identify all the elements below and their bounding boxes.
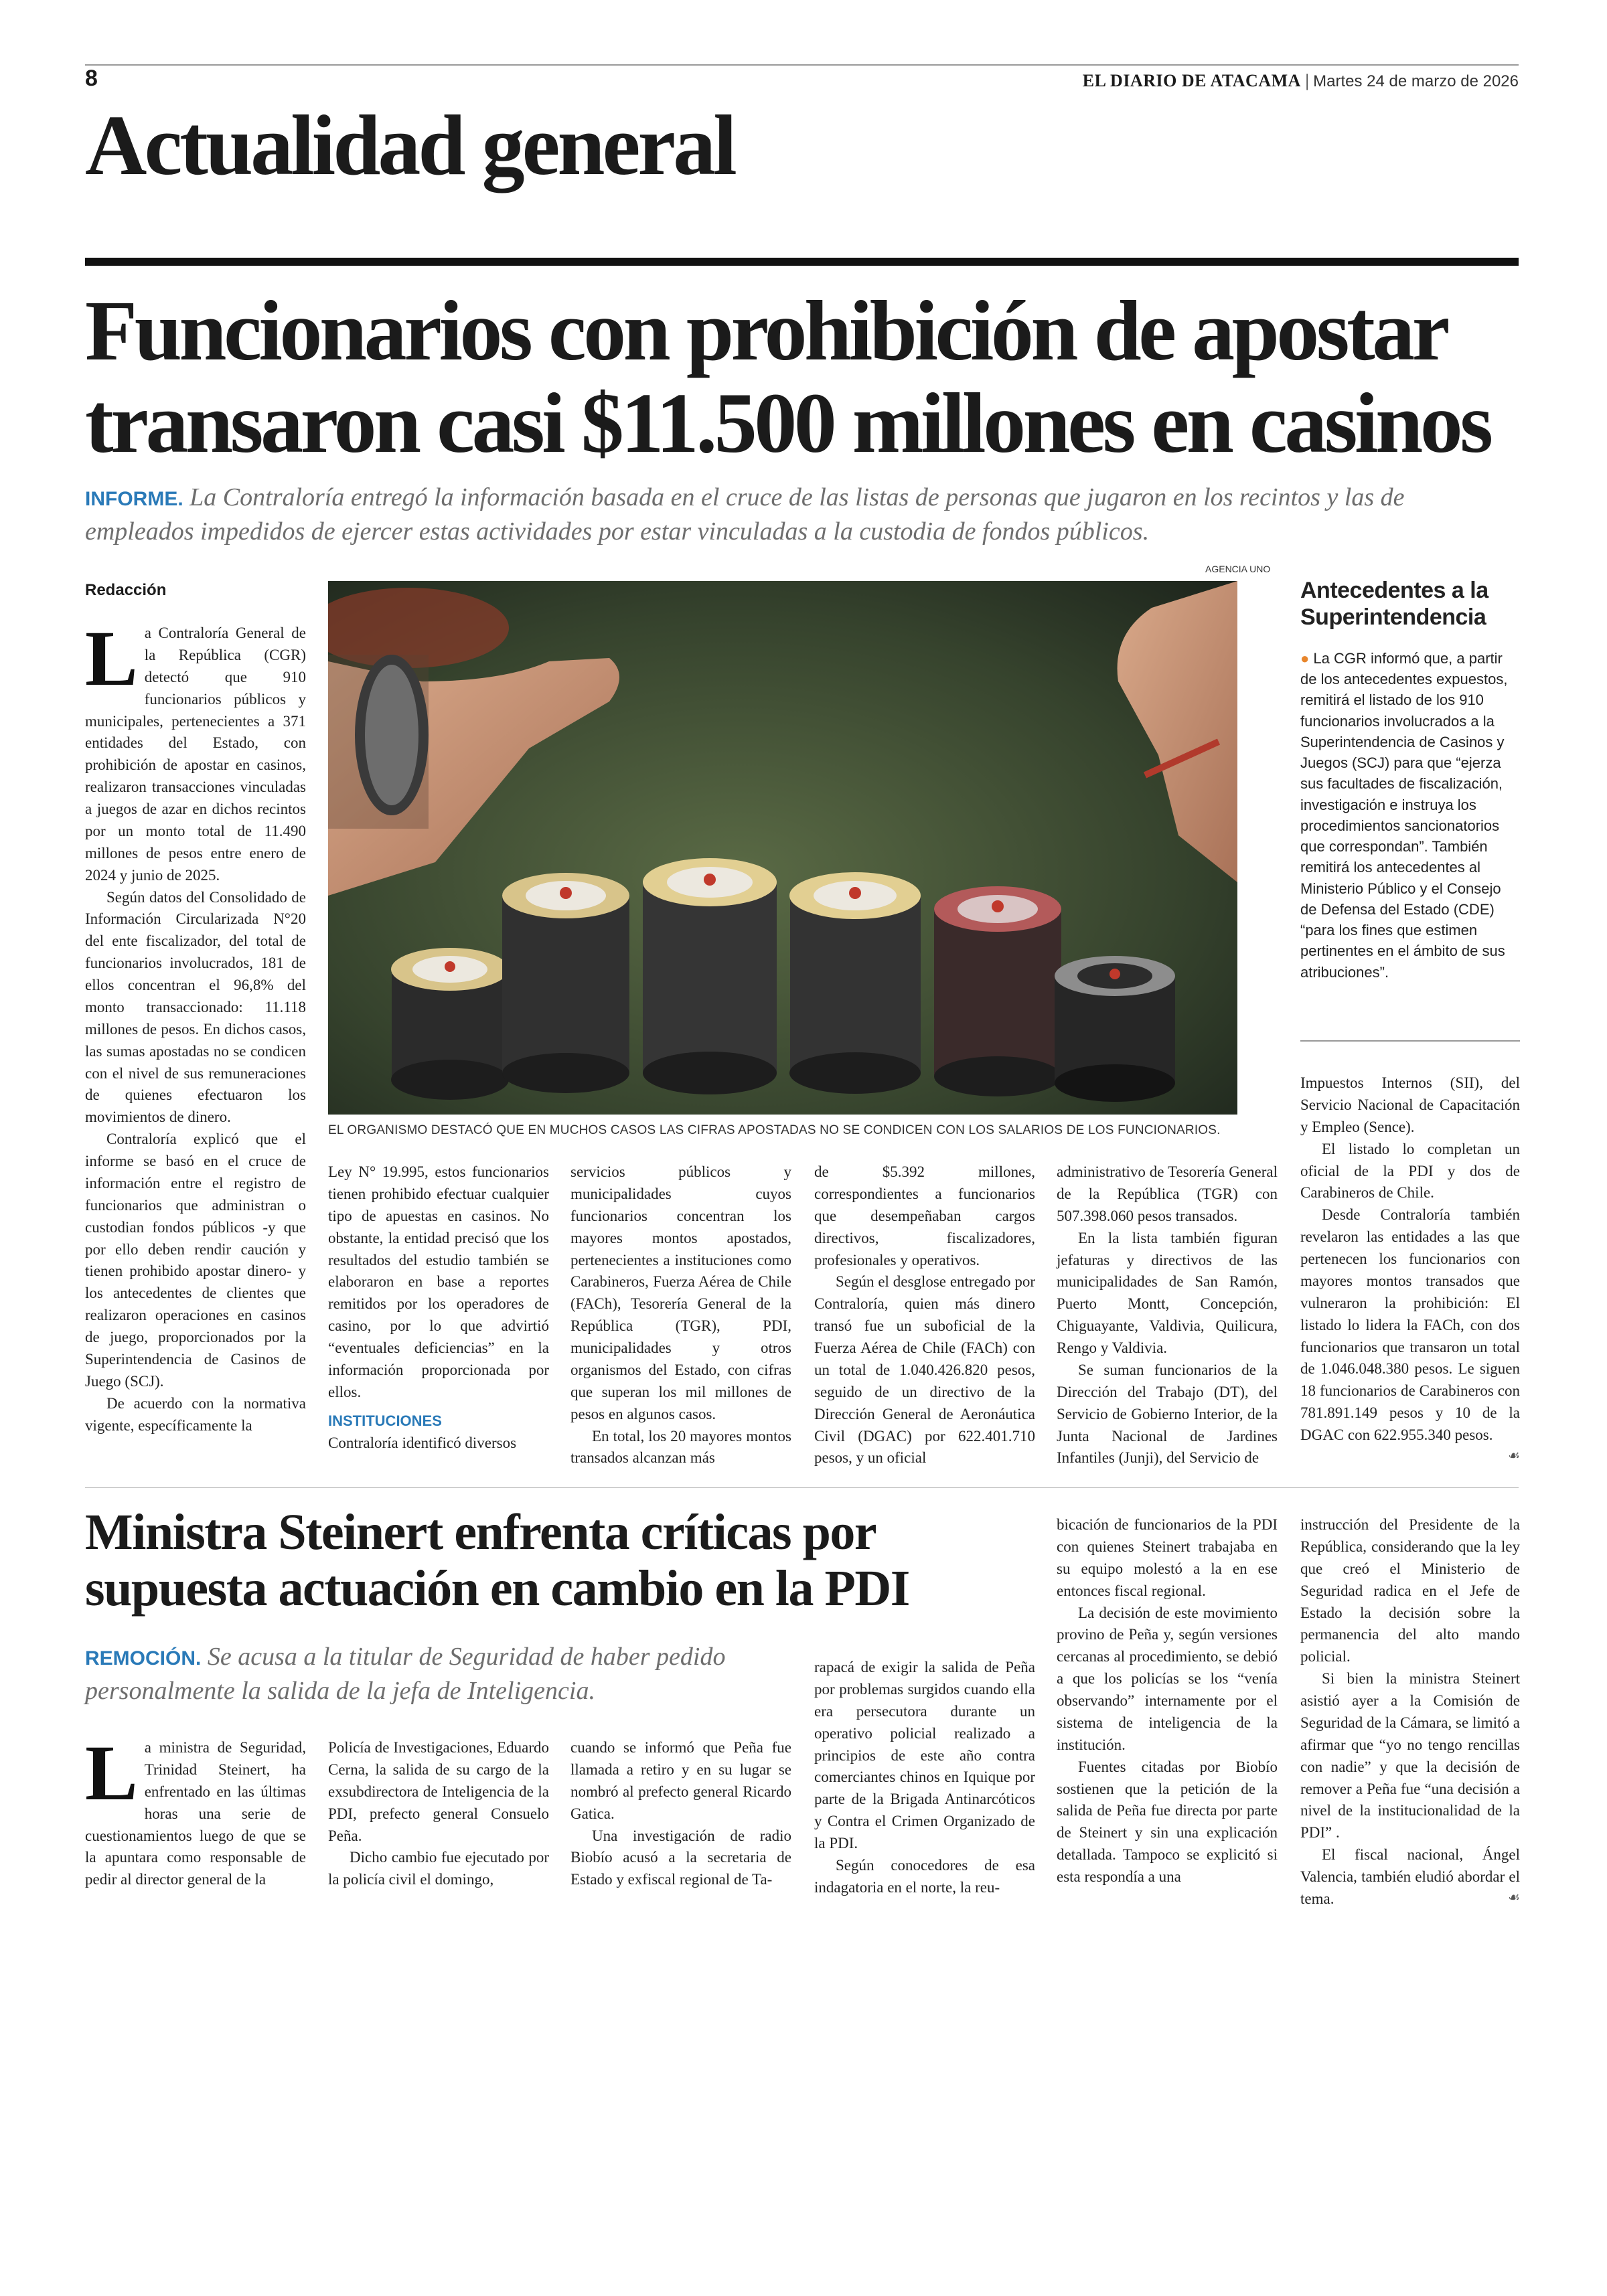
article1-headline-line2: transaron casi $11.500 millones en casinos (85, 376, 1490, 471)
subhead-instituciones: INSTITUCIONES (328, 1412, 442, 1429)
article1-column-4 (814, 1161, 1035, 1469)
paragraph: instrucción del Presidente de la República, considerando que la ley que creó el Ministerio de Seguridad radica en el Jefe de Estado la decisión sobre la permanencia del alto mando policial. (1300, 1516, 1520, 1665)
article2-column-3 (570, 1737, 791, 1891)
paragraph: administrativo de Tesorería General de la República (TGR) con 507.398.060 pesos transados. (1057, 1163, 1278, 1224)
paragraph: Fuentes citadas por Biobío sostienen que la petición de la salida de Peña fue directa por parte de Steinert y sin una explicación detallada. Tampoco se explicitó si esta respondía a una (1057, 1758, 1278, 1885)
paragraph: de $5.392 millones, correspondientes a funcionarios que desempeñaban cargos directivos, fiscalizadores, profesionales y operativos. (814, 1163, 1035, 1268)
article1-deck (85, 481, 1518, 549)
paragraph: Según conocedores de esa indagatoria en el norte, la reu- (814, 1856, 1035, 1896)
article2-headline-line2: supuesta actuación en cambio en la PDI (85, 1560, 909, 1617)
paragraph: La decisión de este movimiento provino de Peña y, según versiones cercanas al procedimiento, se debió a que los policías se los “venía observando” internamente por el sistema de inteligencia de la institución. (1057, 1604, 1278, 1753)
sidebar-rule (1300, 1040, 1520, 1042)
article-separator (85, 1487, 1519, 1488)
paragraph: cuando se informó que Peña fue llamada a retiro y en su lugar se nombró al prefecto general Ricardo Gatica. (570, 1739, 791, 1822)
masthead (1083, 71, 1519, 91)
dropcap: L (85, 1729, 138, 1817)
paragraph: Según datos del Consolidado de Información Circularizada N°20 del ente fiscalizador, del total de funcionarios involucrados, 181 de ellos concentran el 96,8% del monto transaccionado: 11.118 millones de pesos. En dichos casos, las sumas apostadas no se condicen con el nivel de sus remuneraciones de quienes efectuaron los movimientos de dinero. (85, 888, 306, 1126)
paragraph-text: Desde Contraloría también revelaron las entidades a las que pertenecen los funcionarios con mayores montos transados que vulneraron la prohibición: El listado lo lidera la FACh, con dos funcionarios que transaron un total de 1.046.048.380 pesos. Le siguen 18 funcionarios de Carabineros con 781.891.149 pesos y 10 de la DGAC con 622.955.340 pesos. (1300, 1206, 1520, 1443)
paragraph: bicación de funcionarios de la PDI con quienes Steinert trabajaba en su equipo molestó a la en ese entonces fiscal regional. (1057, 1516, 1278, 1599)
article2-kicker: REMOCIÓN. (85, 1647, 202, 1669)
paragraph: El listado lo completan un oficial de la PDI y dos de Carabineros de Chile. (1300, 1140, 1520, 1202)
paragraph: En total, los 20 mayores montos transados alcanzan más (570, 1427, 791, 1467)
end-mark-icon: ☙ (1508, 1448, 1520, 1463)
article1-column-6 (1300, 1072, 1520, 1465)
paragraph: Contraloría identificó diversos (328, 1434, 517, 1452)
chip-stack-4 (789, 872, 921, 1094)
byline: Redacción (85, 581, 167, 599)
article2-column-1 (85, 1729, 306, 1891)
paragraph: En la lista también figuran jefaturas y directivos de las municipalidades de San Ramón, Puerto Montt, Concepción, Chiguayante, Valdivia, Quilicura, Rengo y Valdivia. (1057, 1229, 1278, 1356)
paragraph: Si bien la ministra Steinert asistió ayer a la Comisión de Seguridad de la Cámara, se limitó a afirmar que “yo no tengo rencillas con nadie” y que la decisión de remover a Peña fue “una decisión a nivel de la institucionalidad de la PDI” . (1300, 1670, 1520, 1841)
section-title: Actualidad general (85, 98, 735, 193)
article2-column-2 (328, 1737, 549, 1891)
end-mark-icon: ☙ (1508, 1890, 1520, 1905)
dropcap: L (85, 614, 138, 702)
article2-deck (85, 1640, 788, 1708)
masthead-separator: | (1305, 71, 1309, 90)
article2-column-5 (1057, 1514, 1278, 1888)
article1-headline (85, 284, 1525, 469)
photo-caption: EL ORGANISMO DESTACÓ QUE EN MUCHOS CASOS LAS CIFRAS APOSTADAS NO SE CONDICEN CON LOS SALARIOS DE LOS FUNCIONARIOS. (328, 1123, 1221, 1137)
article2-headline-line1: Ministra Steinert enfrenta críticas por (85, 1504, 876, 1560)
photo-credit: AGENCIA UNO (1205, 564, 1271, 574)
paragraph: Se suman funcionarios de la Dirección del Trabajo (DT), del Servicio de Gobierno Interior, de la Junta Nacional de Jardines Infantiles (Junji), del Servicio de (1057, 1361, 1278, 1467)
paragraph: a Contraloría General de la República (CGR) detectó que 910 funcionarios públicos y municipales, pertenecientes a 371 entidades del Estado, con prohibición de apostar en casinos, realizaron transacciones vinculadas a juegos de azar en dichos recintos por un monto total de 11.490 millones de pesos entre enero de 2024 y junio de 2025. (85, 625, 306, 884)
paragraph-text: El fiscal nacional, Ángel Valencia, también eludió abordar el tema. (1300, 1846, 1520, 1907)
paragraph (1300, 1204, 1520, 1463)
top-rule (85, 64, 1519, 66)
chip-stack-6 (1055, 956, 1175, 1102)
paragraph: Policía de Investigaciones, Eduardo Cerna, la salida de su cargo de la exsubdirectora de Inteligencia de la PDI, prefecto general Consuelo Peña. (328, 1739, 549, 1844)
paragraph: De acuerdo con la normativa vigente, específicamente la (85, 1394, 306, 1434)
chip-stack-1 (391, 948, 509, 1100)
article1-deck-text: La Contraloría entregó la información basada en el cruce de las listas de personas que jugaron en los recintos y las de empleados impedidos de ejercer estas actividades por estar vinculadas a la custodia de fondos públicos. (85, 483, 1405, 546)
newspaper-name: EL DIARIO DE ATACAMA (1082, 71, 1301, 90)
chip-stack-5 (934, 886, 1061, 1096)
paragraph: Dicho cambio fue ejecutado por la policía civil el domingo, (328, 1849, 549, 1888)
paragraph: Una investigación de radio Biobío acusó a la secretaria de Estado y exfiscal regional de Ta- (570, 1827, 791, 1888)
photo-illustration (328, 581, 1237, 1115)
chip-stack-3 (643, 858, 777, 1094)
sidebar-title: Antecedentes a la Superintendencia (1300, 578, 1488, 631)
article2-column-4 (814, 1657, 1035, 1899)
issue-date: Martes 24 de marzo de 2026 (1313, 72, 1519, 90)
article1-column-1 (85, 614, 306, 1437)
article2-column-6 (1300, 1514, 1520, 1910)
bullet-icon: ● (1300, 650, 1310, 667)
paragraph: Según el desglose entregado por Contraloría, quien más dinero transó fue un suboficial de la Fuerza Aérea de Chile (FACh) con un total de 1.040.426.820 pesos, seguido de un directivo de la Dirección General de Aeronáutica Civil (DGAC) por 622.401.710 pesos, y un oficial (814, 1273, 1035, 1467)
article2-deck-text: Se acusa a la titular de Seguridad de haber pedido personalmente la salida de la jefa de Inteligencia. (85, 1643, 726, 1705)
article2-headline (85, 1505, 1043, 1617)
paragraph: Contraloría explicó que el informe se basó en el cruce de información entre el registro de funcionarios que administran o custodian fondos públicos -y que por ello deben rendir caución y tienen prohibido apostar dinero- y los antecedentes de clientes que realizaron operaciones en casinos de juego, proporcionados por la Superintendencia de Casinos de Juego (SCJ). (85, 1131, 306, 1390)
paragraph: servicios públicos y municipalidades cuyos funcionarios concentran los mayores montos apostados, pertenecientes a instituciones como Carabineros, Fuerza Aérea de Chile (FACh), Tesorería General de la República (TGR), PDI, municipalidades y otros organismos del Estado, con cifras que superan los mil millones de pesos en algunos casos. (570, 1163, 791, 1422)
paragraph (1300, 1844, 1520, 1910)
article1-column-2 (328, 1161, 549, 1455)
chip-stack-2 (502, 873, 629, 1093)
sidebar-paragraph: La CGR informó que, a partir de los antecedentes expuestos, remitirá el listado de los 910 funcionarios involucrados a la Superintendencia de Casinos y Juegos (SCJ) para que “ejerza sus facultades de fiscalización, investigación e instruya los procedimientos sancionatorios que correspondan”. También remitirá los antecedentes al Ministerio Público y el Consejo de Defensa del Estado (CDE) “para los fines que estimen pertinentes en el ámbito de sus atribuciones”. (1300, 650, 1508, 981)
article1-kicker: INFORME. (85, 488, 183, 510)
article1-headline-line1: Funcionarios con prohibición de apostar (85, 283, 1447, 378)
paragraph: Impuestos Internos (SII), del Servicio Nacional de Capacitación y Empleo (Sence). (1300, 1074, 1520, 1135)
article1-column-5 (1057, 1161, 1278, 1469)
article1-column-3 (570, 1161, 791, 1469)
casino-chips-photo (328, 581, 1237, 1115)
paragraph: Ley N° 19.995, estos funcionarios tienen prohibido efectuar cualquier tipo de apuestas en casinos. No obstante, la entidad precisó que los resultados del estudio también se elaboraron en base a reportes remitidos por los operadores de casino, por lo que advirtió “eventuales deficiencias” en la información proporcionada por ellos. (328, 1163, 549, 1400)
section-rule (85, 258, 1519, 266)
sidebar-text (1300, 648, 1520, 983)
paragraph: rapacá de exigir la salida de Peña por problemas surgidos cuando ella era persecutora durante un operativo policial realizado a principios de este año contra comerciantes chinos en Iquique por parte de la Brigada Antinarcóticos y Contra el Crimen Organizado de la PDI. (814, 1659, 1035, 1852)
paragraph: a ministra de Seguridad, Trinidad Steinert, ha enfrentado en las últimas horas una serie de cuestionamientos luego de que se la apuntara como responsable de pedir al director general de la (85, 1739, 306, 1888)
page-number: 8 (85, 66, 98, 91)
